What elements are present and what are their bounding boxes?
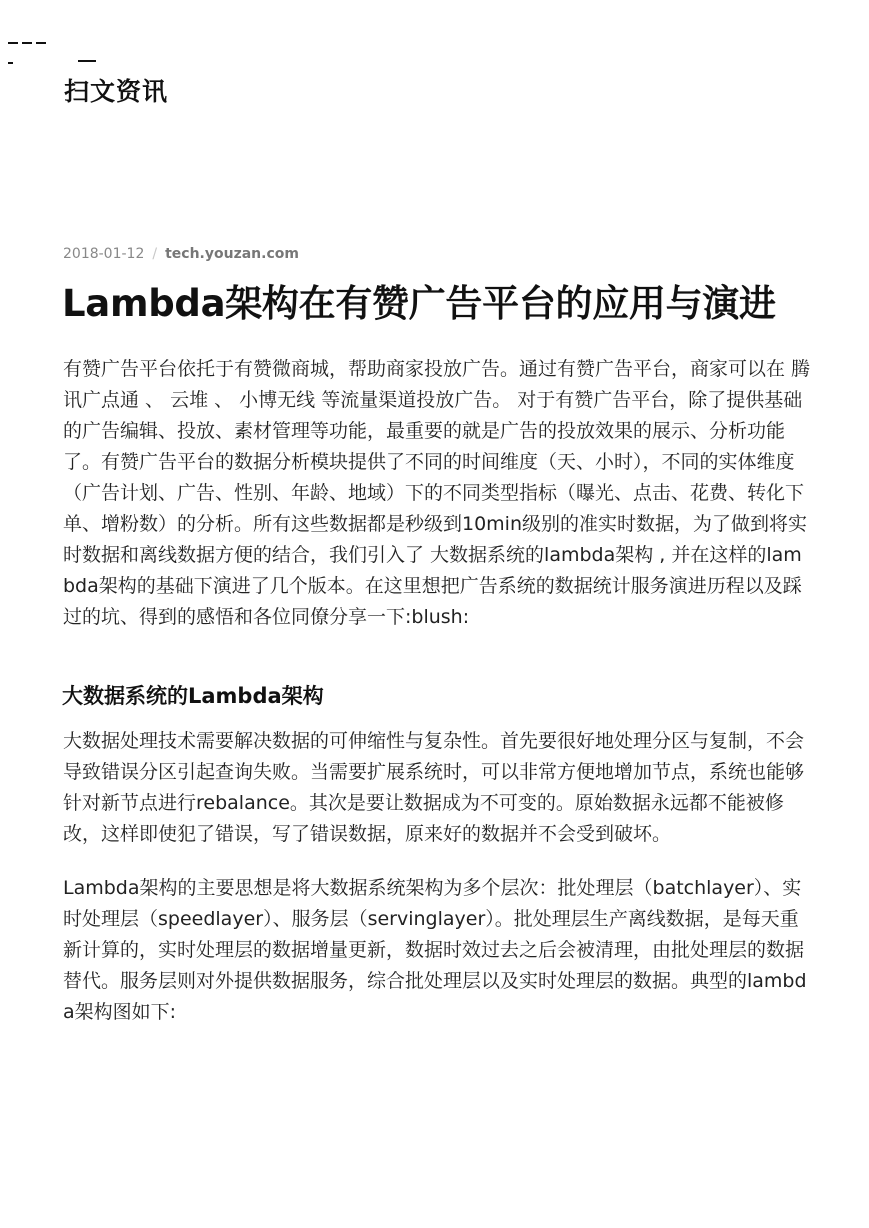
source-link[interactable]: tech.youzan.com (165, 246, 299, 262)
article-meta (63, 246, 299, 262)
body-paragraph-2: Lambda架构的主要思想是将大数据系统架构为多个层次：批处理层（batchlayer）、实时处理层（speedlayer）、服务层（servinglayer）。批处理层生产离线数据，是每天重新计算的，实时处理层的数据增量更新，数据时效过去之后会被清理，由批处理层的数据替代。服务层则对外提供数据服务，综合批处理层以及实时处理层的数据。典型的lambda架构图如下: (63, 877, 807, 1023)
body-paragraph-1: 大数据处理技术需要解决数据的可伸缩性与复杂性。首先要很好地处理分区与复制，不会导致错误分区引起查询失败。当需要扩展系统时，可以非常方便地增加节点，系统也能够针对新节点进行rebalance。其次是要让数据成为不可变的。原始数据永远都不能被修改，这样即使犯了错误，写了错误数据，原来好的数据并不会受到破坏。 (63, 730, 805, 845)
section-heading: 大数据系统的Lambda架构 (62, 684, 324, 708)
corner-marks (8, 42, 98, 66)
publish-date: 2018-01-12 (63, 246, 145, 262)
site-brand: 扫文资讯 (64, 77, 169, 106)
intro-paragraph: 有赞广告平台依托于有赞微商城，帮助商家投放广告。通过有赞广告平台，商家可以在 腾讯广点通 、 云堆 、 小博无线 等流量渠道投放广告。 对于有赞广告平台，除了提供基础的广告编辑、投放、素材管理等功能，最重要的就是广告的投放效果的展示、分析功能了。有赞广告平台的数据分析模块提供了不同的时间维度（天、小时），不同的实体维度（广告计划、广告、性别、年龄、地域）下的不同类型指标（曝光、点击、花费、转化下单、增粉数）的分析。所有这些数据都是秒级到10min级别的准实时数据，为了做到将实时数据和离线数据方便的结合，我们引入了 大数据系统的lambda架构 , 并在这样的lambda架构的基础下演进了几个版本。在这里想把广告系统的数据统计服务演进历程以及踩过的坑、得到的感悟和各位同僚分享一下:blush: (63, 358, 811, 628)
article-title: Lambda架构在有赞广告平台的应用与演进 (62, 282, 776, 325)
meta-separator: / (152, 246, 158, 262)
